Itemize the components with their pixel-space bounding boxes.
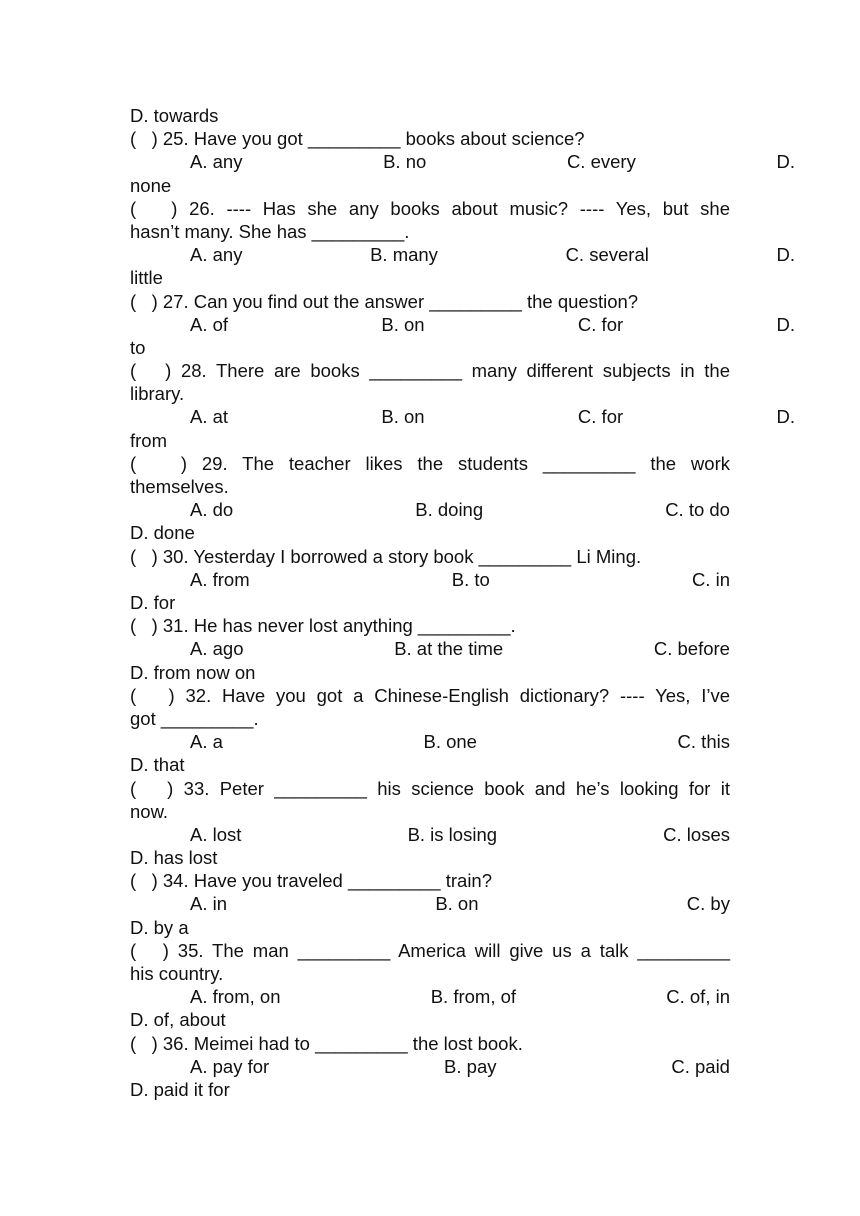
text-line: D. by a — [130, 916, 189, 938]
text-line: ( ) 30. Yesterday I borrowed a story book _________ Li Ming. — [130, 545, 642, 567]
text-line: from — [130, 429, 167, 451]
question-line: ( ) 35. The man _________ America will give us a talk _________ — [130, 939, 730, 961]
worksheet-page — [130, 104, 795, 1101]
answer-options-row — [130, 892, 730, 915]
answer-options-row — [130, 1055, 730, 1078]
text-line: to — [130, 336, 146, 358]
answer-option: B. on — [381, 313, 425, 335]
text-line: D. for — [130, 591, 176, 613]
answer-options-row — [130, 498, 730, 521]
answer-option: A. ago — [190, 638, 244, 660]
answer-option: B. pay — [444, 1055, 497, 1077]
answer-option: A. of — [190, 313, 229, 335]
answer-option: C. several — [565, 244, 649, 266]
text-line: D. has lost — [130, 847, 218, 869]
answer-options-row — [130, 568, 730, 591]
answer-option: C. for — [577, 406, 624, 428]
answer-option: C. in — [691, 568, 730, 590]
answer-option: B. on — [381, 406, 425, 428]
answer-option: D. — [776, 406, 795, 428]
answer-options-row — [130, 730, 730, 753]
text-line: D. towards — [130, 105, 219, 126]
question-line: ( ) 29. The teacher likes the students _________ the work — [130, 452, 730, 474]
answer-option: B. at the time — [394, 638, 504, 660]
text-line: little — [130, 267, 163, 289]
question-line: ( ) 26. ---- Has she any books about music? ---- Yes, but she — [130, 197, 730, 219]
answer-option: B. on — [435, 893, 479, 915]
text-line: themselves. — [130, 476, 229, 498]
answer-option: B. to — [451, 568, 490, 590]
answer-option: B. one — [423, 731, 477, 753]
answer-option: A. any — [190, 244, 243, 266]
text-line: ( ) 34. Have you traveled _________ train? — [130, 870, 493, 892]
text-line: none — [130, 174, 172, 196]
answer-option: A. at — [190, 406, 229, 428]
answer-option: B. many — [370, 244, 438, 266]
answer-option: C. to do — [665, 499, 730, 521]
answer-option: B. doing — [415, 499, 484, 521]
text-line: D. that — [130, 754, 185, 776]
answer-options-row — [130, 637, 730, 660]
text-line: got _________. — [130, 707, 259, 729]
answer-option: C. paid — [671, 1055, 730, 1077]
answer-option: A. from — [190, 568, 250, 590]
text-line: now. — [130, 800, 169, 822]
text-line: D. paid it for — [130, 1078, 230, 1100]
answer-option: C. loses — [663, 823, 730, 845]
answer-option: B. from, of — [430, 986, 517, 1008]
answer-options-row — [130, 405, 795, 428]
text-line: ( ) 31. He has never lost anything _________. — [130, 615, 516, 637]
answer-options-row — [130, 823, 730, 846]
answer-option: A. any — [190, 151, 243, 173]
answer-option: C. by — [686, 893, 730, 915]
answer-option: B. no — [383, 151, 427, 173]
text-line: his country. — [130, 963, 224, 985]
text-line: ( ) 25. Have you got _________ books about science? — [130, 128, 585, 150]
answer-option: D. — [776, 151, 795, 173]
answer-options-row — [130, 313, 795, 336]
answer-option: C. before — [653, 638, 730, 660]
answer-option: A. do — [190, 499, 234, 521]
answer-option: A. pay for — [190, 1055, 270, 1077]
question-line: ( ) 32. Have you got a Chinese-English dictionary? ---- Yes, I’ve — [130, 684, 730, 706]
answer-options-row — [130, 150, 795, 173]
question-line: ( ) 28. There are books _________ many different subjects in the — [130, 360, 730, 382]
answer-option: C. every — [566, 151, 636, 173]
question-line: ( ) 33. Peter _________ his science book and he’s looking for it — [130, 777, 730, 799]
text-line: D. from now on — [130, 661, 256, 683]
text-line: ( ) 36. Meimei had to _________ the lost book. — [130, 1032, 523, 1054]
answer-option: C. for — [577, 313, 624, 335]
text-line: library. — [130, 383, 185, 405]
text-line: hasn’t many. She has _________. — [130, 220, 410, 242]
text-line: D. of, about — [130, 1009, 226, 1031]
answer-option: A. in — [190, 893, 228, 915]
answer-option: A. lost — [190, 823, 242, 845]
answer-options-row — [130, 985, 730, 1008]
answer-option: C. this — [677, 731, 730, 753]
text-line: ( ) 27. Can you find out the answer _________ the question? — [130, 290, 639, 312]
answer-option: A. a — [190, 731, 223, 753]
answer-option: D. — [776, 313, 795, 335]
answer-option: A. from, on — [190, 986, 281, 1008]
text-line: D. done — [130, 522, 195, 544]
answer-option: B. is losing — [407, 823, 498, 845]
answer-options-row — [130, 243, 795, 266]
answer-option: D. — [776, 244, 795, 266]
answer-option: C. of, in — [666, 986, 730, 1008]
